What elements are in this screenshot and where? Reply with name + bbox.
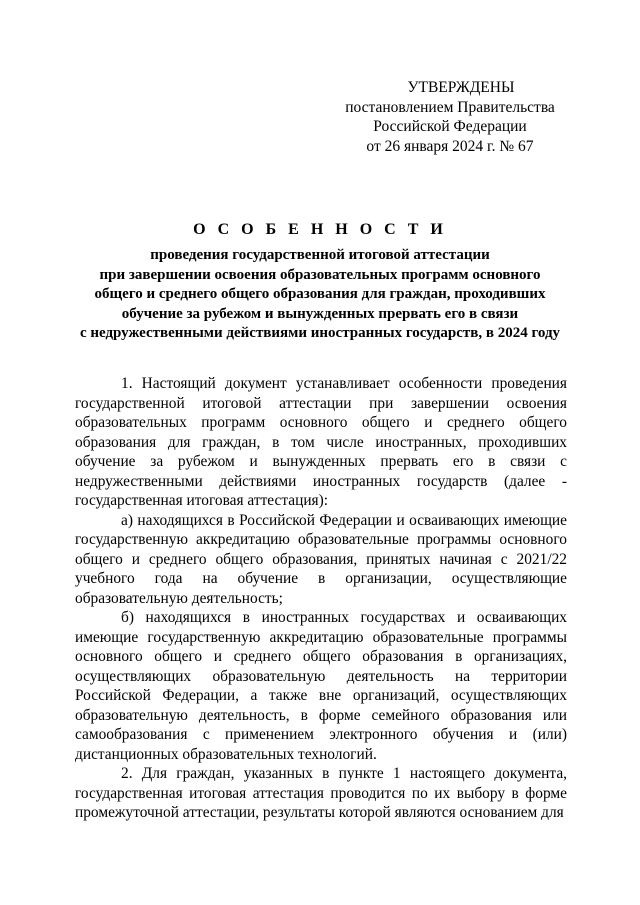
paragraph-1b: б) находящихся в иностранных государствах и осваивающих имеющие государственную аккредитацию образовательные программы основного общего и среднего общего образования в организациях, осуществляющих образовательную деятельность на территории Российской Федерации, а также вне организаций, осуществляющих образовательную деятельность, в форме семейного образования или самообразования с применением электронного обучения и (или) дистанционных образовательных технологий.	[75, 609, 567, 763]
paragraph-1a: а) находящихся в Российской Федерации и осваивающих имеющие государственную аккредитацию образовательные программы основного общего и среднего общего образования, принятых начиная с 2021/22 учебного года на обучение в организации, осуществляющие образовательную деятельность;	[75, 511, 567, 607]
subtitle-line: проведения государственной итоговой аттестации	[150, 247, 490, 263]
approval-line: Российской Федерации	[373, 118, 527, 135]
subtitle-line: при завершении освоения образовательных программ основного	[99, 266, 541, 283]
approval-date: от 26 января 2024 г. № 67	[366, 137, 534, 155]
paragraph-1: 1. Настоящий документ устанавливает особенности проведения государственной итоговой аттестации при завершении освоения образовательных программ основного общего и среднего общего образования для граждан, в том числе иностранных, проходивших обучение за рубежом и вынужденных прервать его в связи с недружественными действиями иностранных государств (далее - государственная итоговая аттестация):	[75, 375, 567, 509]
document-title: О С О Б Е Н Н О С Т И	[193, 221, 447, 238]
subtitle-line: обучение за рубежом и вынужденных прервать его в связи	[121, 305, 519, 322]
subtitle-line: общего и среднего общего образования для граждан, проходивших	[94, 286, 546, 302]
approval-block	[330, 78, 570, 156]
document-subtitle	[40, 246, 600, 344]
approval-line: постановлением Правительства	[345, 98, 555, 116]
subtitle-line: с недружественными действиями иностранных государств, в 2024 году	[79, 325, 561, 341]
paragraph-2: 2. Для граждан, указанных в пункте 1 настоящего документа, государственная итоговая аттестация проводится по их выбору в форме промежуточной аттестации, результаты которой являются основанием для	[75, 765, 567, 821]
document-body	[75, 374, 567, 823]
approval-stamp: УТВЕРЖДЕНЫ	[407, 79, 515, 96]
